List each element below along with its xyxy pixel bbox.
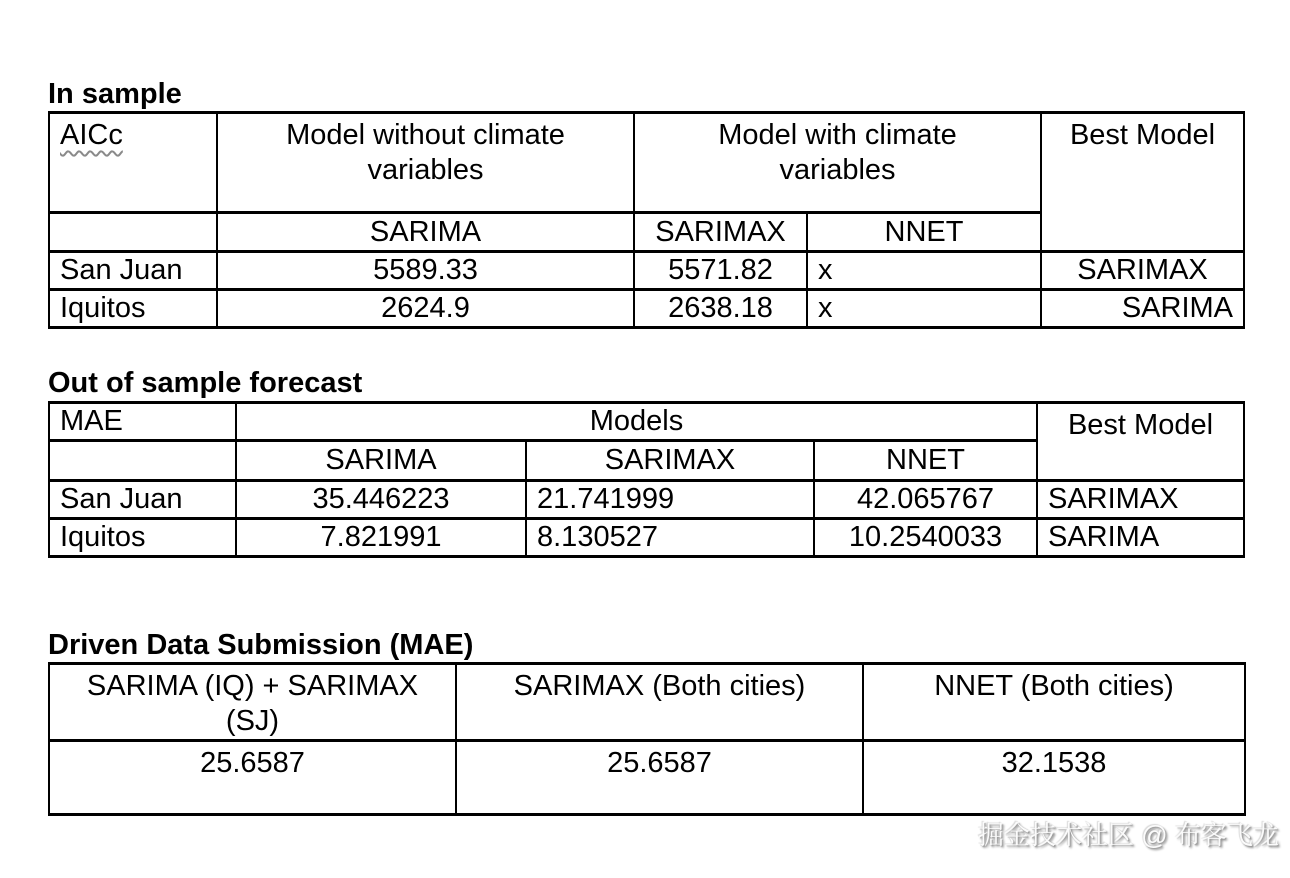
sub-header-nnet: NNET [814,441,1037,481]
best-model-value: SARIMAX [1037,481,1244,519]
submission-value: 25.6587 [49,741,456,815]
aicc-sarima-value: 2624.9 [217,290,634,328]
best-model-value: SARIMA [1037,519,1244,557]
best-model-header-cell: Best Model [1037,403,1244,481]
table-row [49,290,1244,328]
best-model-value: SARIMA [1041,290,1244,328]
sub-header-sarimax: SARIMAX [526,441,814,481]
submission-title: Driven Data Submission (MAE) [48,629,474,661]
best-model-value: SARIMAX [1041,252,1244,290]
aicc-sarimax-value: 2638.18 [634,290,807,328]
table-row [49,481,1244,519]
table-row [49,252,1244,290]
city-label: San Juan [49,252,217,290]
mae-sarimax-value: 21.741999 [526,481,814,519]
sub-header-sarima: SARIMA [236,441,526,481]
mae-sarima-value: 7.821991 [236,519,526,557]
mae-sarima-value: 35.446223 [236,481,526,519]
in-sample-table [48,111,1245,329]
submission-table [48,662,1246,816]
empty-cell [49,213,217,252]
in-sample-title: In sample [48,78,182,110]
empty-cell [49,441,236,481]
city-label: Iquitos [49,519,236,557]
city-label: San Juan [49,481,236,519]
out-of-sample-title: Out of sample forecast [48,367,363,399]
submission-header-row [49,664,1245,741]
sub-header-sarima: SARIMA [217,213,634,252]
out-sample-header-row-1 [49,403,1244,441]
city-label: Iquitos [49,290,217,328]
submission-header-sarimax-both: SARIMAX (Both cities) [456,664,863,741]
best-model-header-cell: Best Model [1041,113,1244,252]
mae-nnet-value: 10.2540033 [814,519,1037,557]
sub-header-nnet: NNET [807,213,1041,252]
group-header-without-climate: Model without climate variables [217,113,634,213]
group-header-with-climate: Model with climate variables [634,113,1041,213]
submission-value: 32.1538 [863,741,1245,815]
watermark-text: 掘金技术社区 @ 布客飞龙 [978,820,1279,850]
sub-header-sarimax: SARIMAX [634,213,807,252]
out-of-sample-table [48,401,1245,558]
aicc-sarima-value: 5589.33 [217,252,634,290]
in-sample-header-row-1 [49,113,1244,213]
metric-label-aicc: AICc [60,119,123,151]
aicc-nnet-value: x [807,290,1041,328]
in-sample-metric-cell [49,113,217,213]
aicc-sarimax-value: 5571.82 [634,252,807,290]
mae-nnet-value: 42.065767 [814,481,1037,519]
table-row [49,519,1244,557]
submission-value-row [49,741,1245,815]
mae-sarimax-value: 8.130527 [526,519,814,557]
submission-header-sarima-sarimax: SARIMA (IQ) + SARIMAX (SJ) [49,664,456,741]
submission-value: 25.6587 [456,741,863,815]
models-group-header: Models [236,403,1037,441]
mae-metric-cell: MAE [49,403,236,441]
aicc-nnet-value: x [807,252,1041,290]
submission-header-nnet-both: NNET (Both cities) [863,664,1245,741]
